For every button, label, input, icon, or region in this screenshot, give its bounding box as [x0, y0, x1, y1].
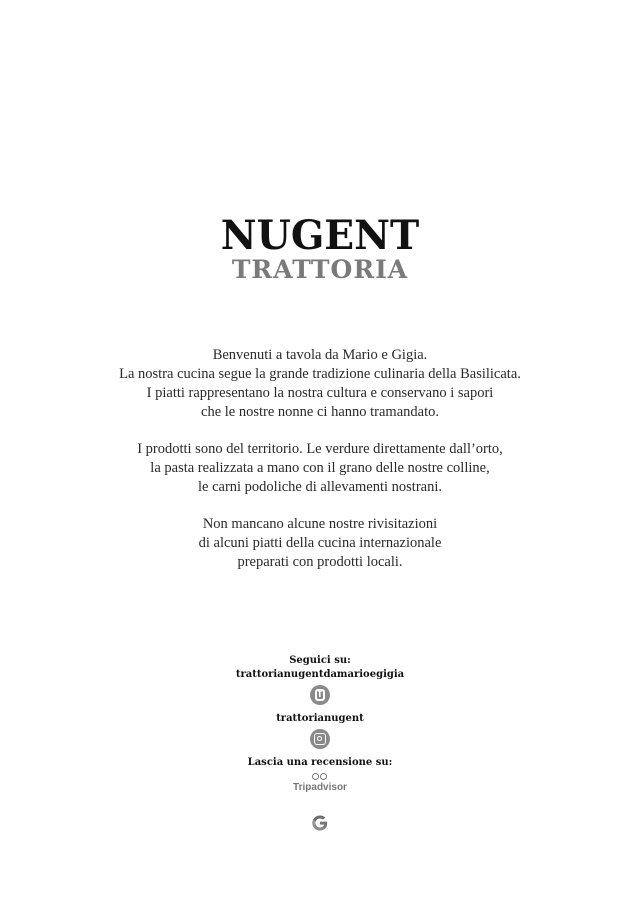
intro-line: I piatti rappresentano la nostra cultura e conservano i sapori	[146, 385, 494, 401]
intro-paragraph-1	[0, 346, 640, 422]
instagram-icon-wrap	[0, 729, 640, 753]
facebook-handle[interactable]: trattorianugentdamarioegigia	[235, 669, 405, 680]
intro-line: Benvenuti a tavola da Mario e Gigia.	[212, 347, 428, 363]
intro-paragraph-2	[0, 440, 640, 497]
brand-subtitle: TRATTORIA	[231, 255, 409, 284]
tripadvisor-label: Tripadvisor	[293, 782, 347, 793]
brand-logo	[0, 212, 640, 284]
intro-line: Non mancano alcune nostre rivisitazioni	[202, 516, 438, 532]
intro-paragraph-3	[0, 515, 640, 572]
intro-line: le carni podoliche di allevamenti nostrani.	[197, 479, 442, 495]
social-section	[0, 654, 640, 836]
google-link[interactable]	[0, 814, 640, 836]
tripadvisor-link[interactable]	[0, 772, 640, 798]
instagram-handle[interactable]: trattorianugent	[276, 713, 364, 724]
facebook-icon[interactable]	[310, 685, 330, 705]
intro-line: di alcuni piatti della cucina internazionale	[198, 535, 442, 551]
intro-line: la pasta realizzata a mano con il grano delle nostre colline,	[150, 460, 490, 476]
intro-line: I prodotti sono del territorio. Le verdure direttamente dall’orto,	[137, 441, 503, 457]
tripadvisor-icon	[310, 772, 330, 782]
intro-line: che le nostre nonne ci hanno tramandato.	[201, 404, 439, 420]
intro-line: La nostra cucina segue la grande tradizione culinaria della Basilicata.	[119, 366, 521, 382]
intro-line: preparati con prodotti locali.	[237, 554, 403, 570]
review-label: Lascia una recensione su:	[247, 757, 393, 768]
brand-name: NUGENT	[220, 212, 420, 259]
facebook-glyph	[315, 689, 325, 701]
facebook-icon-wrap	[0, 685, 640, 709]
follow-label: Seguici su:	[289, 655, 351, 666]
intro-text	[0, 346, 640, 590]
instagram-icon[interactable]	[310, 729, 330, 749]
google-icon	[311, 814, 329, 832]
instagram-glyph	[314, 733, 326, 745]
